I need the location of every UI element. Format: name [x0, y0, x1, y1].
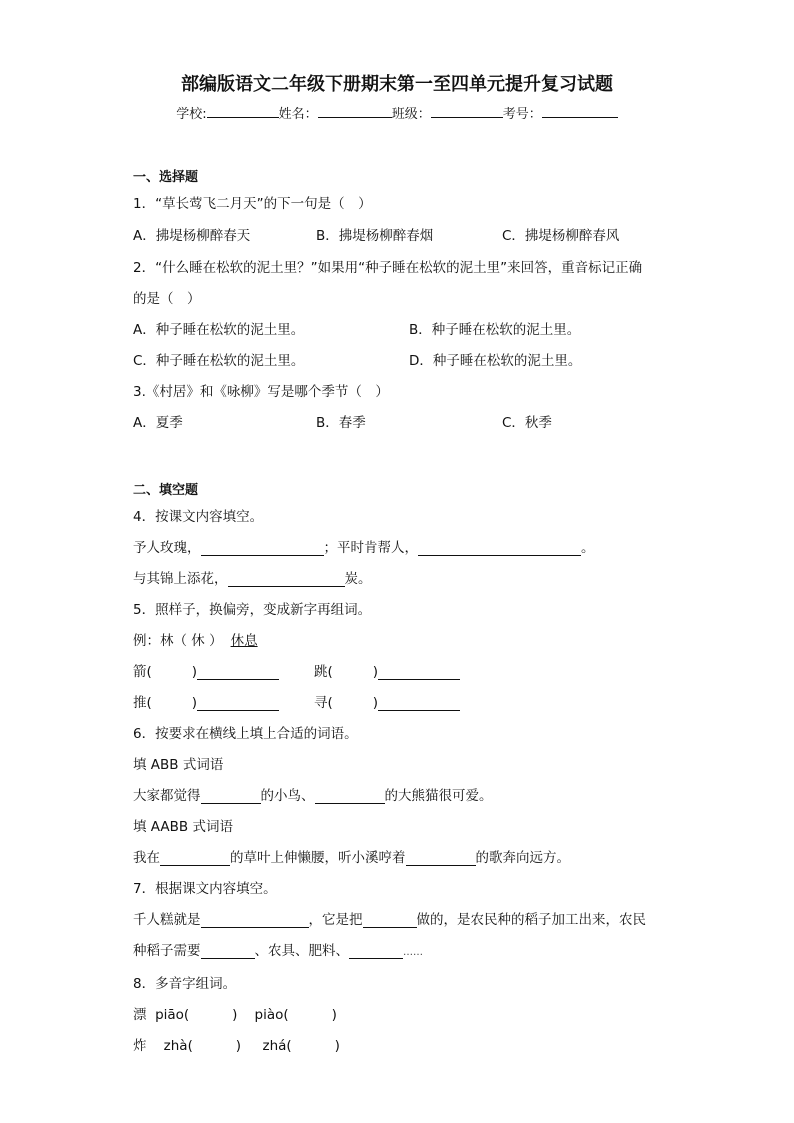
q5-item-3 — [133, 691, 279, 711]
q4-line2 — [133, 567, 372, 587]
q4-line1 — [133, 536, 595, 556]
q7-blank-2[interactable] — [363, 913, 417, 928]
q5-word-blank-1[interactable] — [197, 665, 279, 680]
section-choice-title: 一、选择题 — [133, 170, 199, 185]
q4-text-5: 炭。 — [344, 571, 372, 587]
q3-option-a[interactable]: A．夏季 — [133, 415, 183, 431]
q7-blank-3[interactable] — [201, 944, 255, 959]
q5-item-1 — [133, 660, 279, 680]
number-blank[interactable] — [542, 104, 618, 118]
page-title: 部编版语文二年级下册期末第一至四单元提升复习试题 — [181, 74, 613, 95]
q4-text-1: 予人玫瑰， — [133, 540, 201, 556]
q6-sub2: 填 AABB 式词语 — [133, 819, 233, 835]
name-label: 姓名： — [278, 107, 318, 122]
q7-text-4: 种稻子需要 — [133, 943, 201, 959]
q6-blank-1[interactable] — [201, 789, 261, 804]
q3-option-c[interactable]: C．秋季 — [502, 415, 552, 431]
q7-text-3: 做的，是农民种的稻子加工出来，农民 — [416, 912, 646, 928]
q2-option-d[interactable]: D．种子睡在松软的泥土里。 — [409, 353, 582, 369]
q6-text-2: 的小鸟、 — [260, 788, 315, 804]
q7-text-5: 、农具、肥料、 — [254, 943, 349, 959]
q6-line1 — [133, 784, 493, 804]
q6-blank-3[interactable] — [160, 851, 230, 866]
q6-text-3: 的大熊猫很可爱。 — [384, 788, 493, 804]
q5-word-blank-4[interactable] — [378, 696, 460, 711]
q8-row-1[interactable]: 漂 piāo( ) piào( ) — [133, 1007, 337, 1023]
q7-line2 — [133, 939, 423, 959]
q8-stem: 8．多音字组词。 — [133, 976, 237, 992]
q5-char-1: 箭( — [133, 664, 152, 680]
q1-option-c[interactable]: C．拂堤杨柳醉春风 — [502, 228, 620, 244]
class-blank[interactable] — [431, 104, 503, 118]
q7-text-1: 千人糕就是 — [133, 912, 201, 928]
q6-blank-2[interactable] — [315, 789, 385, 804]
school-blank[interactable] — [207, 104, 279, 118]
q5-example-answer: 休息 — [230, 633, 258, 649]
q6-blank-4[interactable] — [406, 851, 476, 866]
q5-char-4: 寻( — [314, 695, 333, 711]
q2-stem-line2: 的是（ ） — [133, 291, 201, 307]
q5-paren-close-4: ) — [372, 695, 379, 711]
q7-text-2: ，它是把 — [308, 912, 363, 928]
q4-text-2: ；平时肯帮人， — [323, 540, 418, 556]
q6-sub1: 填 ABB 式词语 — [133, 757, 224, 773]
q1-option-a[interactable]: A．拂堤杨柳醉春天 — [133, 228, 251, 244]
q6-text-1: 大家都觉得 — [133, 788, 201, 804]
q6-text-4: 我在 — [133, 850, 160, 866]
q7-blank-1[interactable] — [201, 913, 309, 928]
q3-stem: 3.《村居》和《咏柳》写是哪个季节（ ） — [133, 384, 389, 400]
q6-text-6: 的歌奔向远方。 — [475, 850, 570, 866]
q2-option-c[interactable]: C．种子睡在松软的泥土里。 — [133, 353, 305, 369]
q4-text-4: 与其锦上添花， — [133, 571, 228, 587]
q5-char-3: 推( — [133, 695, 152, 711]
q2-stem-line1: 2．“什么睡在松软的泥土里？”如果用“种子睡在松软的泥土里”来回答，重音标记正确 — [133, 260, 643, 276]
q6-text-5: 的草叶上伸懒腰，听小溪哼着 — [230, 850, 406, 866]
section-fill-title: 二、填空题 — [133, 483, 199, 498]
q2-option-a[interactable]: A．种子睡在松软的泥土里。 — [133, 322, 305, 338]
q5-item-4 — [314, 691, 460, 711]
class-label: 班级： — [391, 107, 431, 122]
q4-stem: 4．按课文内容填空。 — [133, 509, 264, 525]
q5-stem: 5．照样子，换偏旁，变成新字再组词。 — [133, 602, 372, 618]
q5-example — [133, 629, 258, 649]
q5-paren-close-2: ) — [372, 664, 379, 680]
q5-word-blank-3[interactable] — [197, 696, 279, 711]
q2-option-b[interactable]: B．种子睡在松软的泥土里。 — [409, 322, 581, 338]
q5-paren-close-3: ) — [191, 695, 198, 711]
q1-stem: 1．“草长莺飞二月天”的下一句是（ ） — [133, 196, 372, 212]
q5-word-blank-2[interactable] — [378, 665, 460, 680]
q4-blank-1[interactable] — [201, 541, 324, 556]
q6-stem: 6．按要求在横线上填上合适的词语。 — [133, 726, 358, 742]
name-blank[interactable] — [318, 104, 392, 118]
q5-item-2 — [314, 660, 460, 680]
q7-line1 — [133, 908, 646, 928]
q7-stem: 7．根据课文内容填空。 — [133, 881, 277, 897]
q4-text-3: 。 — [581, 540, 595, 556]
q4-blank-3[interactable] — [228, 572, 345, 587]
school-label: 学校: — [176, 107, 207, 122]
number-label: 考号： — [502, 107, 542, 122]
q5-char-2: 跳( — [314, 664, 333, 680]
q8-row-2[interactable]: 炸 zhà( ) zhá( ) — [133, 1038, 340, 1054]
student-info-line — [0, 103, 794, 122]
q1-option-b[interactable]: B．拂堤杨柳醉春烟 — [316, 228, 434, 244]
q3-option-b[interactable]: B．春季 — [316, 415, 366, 431]
q5-paren-close-1: ) — [191, 664, 198, 680]
q7-text-6: …… — [403, 947, 423, 958]
q7-blank-4[interactable] — [349, 944, 403, 959]
q6-line2 — [133, 846, 570, 866]
q4-blank-2[interactable] — [418, 541, 581, 556]
q5-example-text: 例：林（ 休 ） — [133, 633, 223, 649]
